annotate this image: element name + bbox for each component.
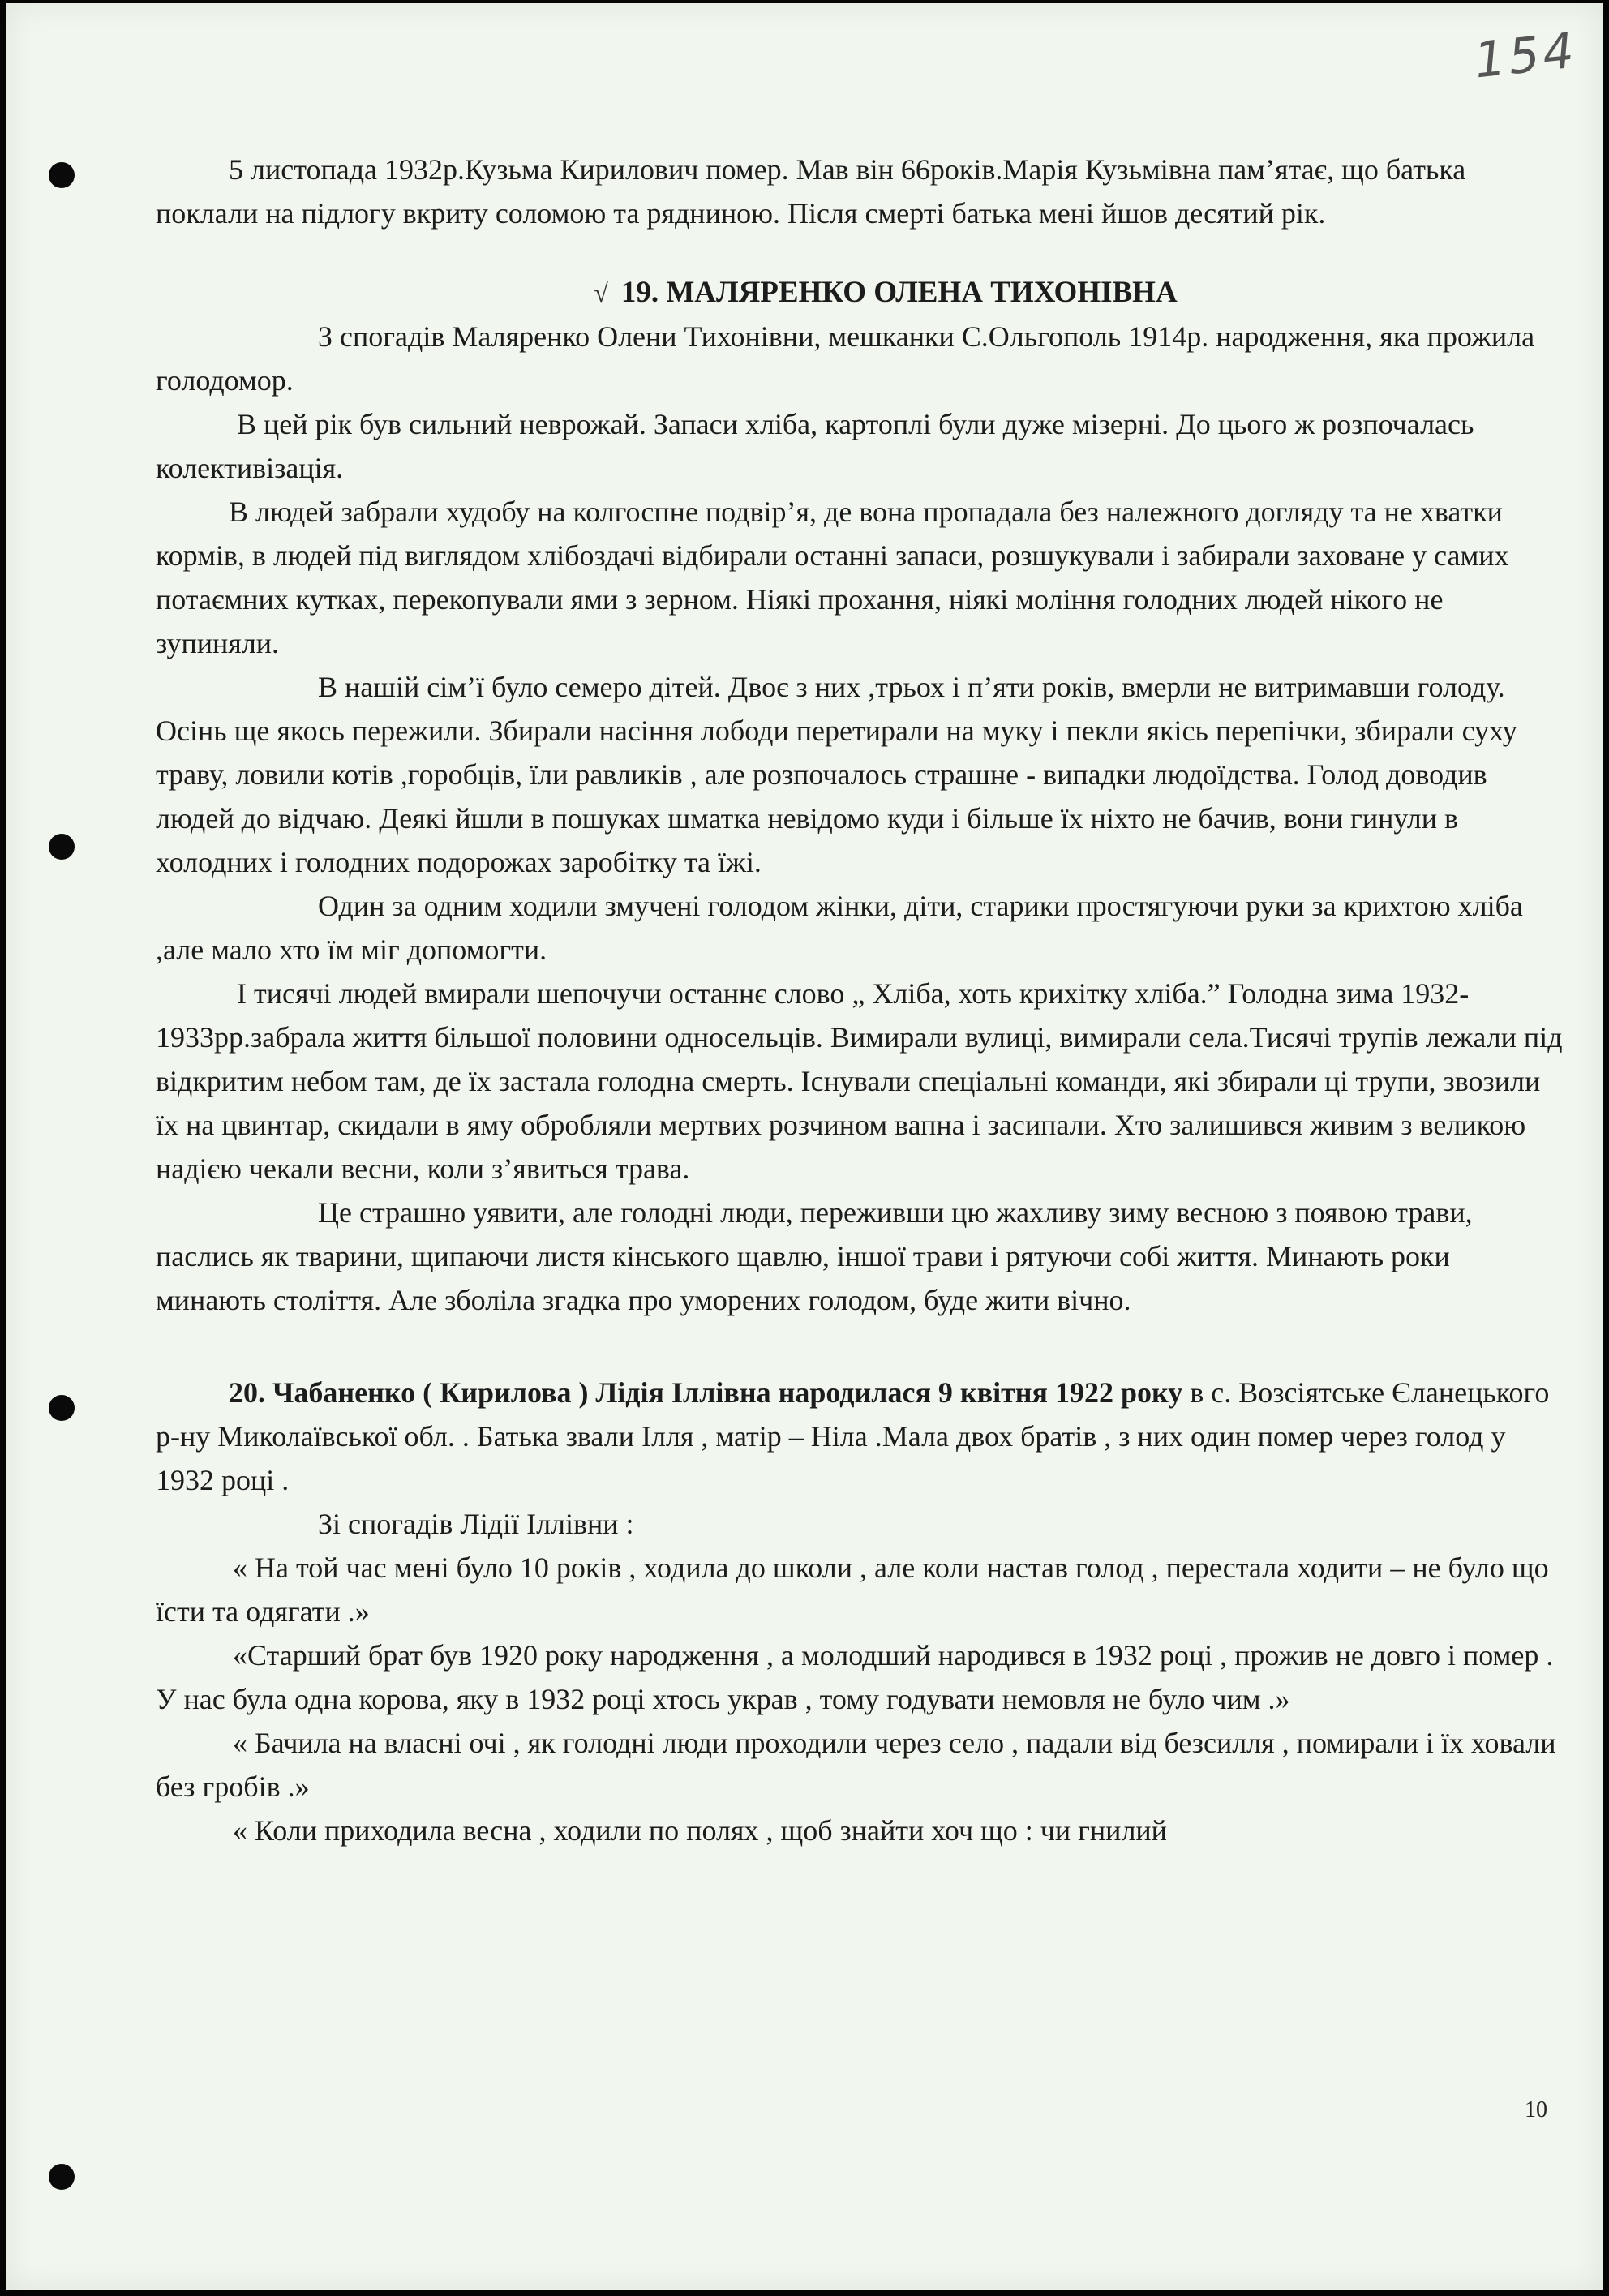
section-19-paragraph: В людей забрали худобу на колгоспне подвір’я, де вона пропадала без належного догляду та не хватки кормів, в людей під виглядом хлібоздачі відбирали останні запаси, розшукували і забирали заховане у самих потаємних кутках, перекопували ями з зерном. Ніякі прохання, ніякі моління голодних людей нікого не зупиняли. bbox=[156, 496, 1509, 659]
punch-hole bbox=[49, 834, 75, 860]
section-20-heading-bold: 20. Чабаненко ( Кирилова ) Лідія Іллівна народилася 9 квітня 1922 року bbox=[229, 1376, 1183, 1409]
document-body bbox=[156, 148, 1567, 1852]
punch-hole bbox=[49, 162, 75, 188]
section-20-heading bbox=[156, 1371, 1567, 1502]
document-page bbox=[6, 3, 1603, 2290]
section-20-quote: «Старший брат був 1920 року народження , а молодший народився в 1932 році , прожив не довго і помер . У нас була одна корова, яку в 1932 році хтось украв , тому годувати немовля не було чим .» bbox=[156, 1639, 1554, 1715]
handwritten-folio-number: 154 bbox=[1471, 22, 1580, 90]
section-19-paragraph: З спогадів Маляренко Олени Тихонівни, мешканки С.Ольгополь 1914р. народження, яка прожила голодомор. bbox=[156, 320, 1535, 397]
page-number: 10 bbox=[1525, 2097, 1547, 2122]
section-19-heading bbox=[156, 271, 1567, 315]
section-20-quote: « Бачила на власні очі , як голодні люди проходили через село , падали від безсилля , помирали і їх ховали без гробів .» bbox=[156, 1727, 1556, 1803]
section-20-intro: Зі спогадів Лідії Іллівни : bbox=[318, 1508, 634, 1540]
section-20-quote: « Коли приходила весна , ходили по полях , щоб знайти хоч що : чи гнилий bbox=[233, 1814, 1167, 1847]
punch-hole bbox=[49, 1395, 75, 1421]
punch-hole bbox=[49, 2164, 75, 2190]
section-19-paragraph: Один за одним ходили змучені голодом жінки, діти, старики простягуючи руки за крихтою хліба ,але мало хто їм міг допомогти. bbox=[156, 890, 1523, 966]
section-19-paragraph: І тисячі людей вмирали шепочучи останнє слово „ Хліба, хоть крихітку хліба.” Голодна зима 1932-1933рр.забрала життя більшої половини односельців. Вимирали вулиці, вимирали села.Тисячі трупів лежали під відкритим небом там, де їх застала голодна смерть. Існували спеціальні команди, які збирали ці трупи, звозили їх на цвинтар, скидали в яму обробляли мертвих розчином вапна і засипали. Хто залишився живим з великою надією чекали весни, коли з’явиться трава. bbox=[156, 977, 1563, 1185]
section-20-heading-rest: в с. Возсіятське Єланецького р-ну Миколаївської обл. . Батька звали Ілля , матір – Ніла .Мала двох братів , з них один помер через голод у 1932 році . bbox=[156, 1376, 1550, 1496]
check-mark: √ bbox=[594, 278, 608, 307]
section-19-paragraph: В цей рік був сильний неврожай. Запаси хліба, картоплі були дуже мізерні. До цього ж розпочалась колективізація. bbox=[156, 408, 1474, 484]
continuation-paragraph: 5 листопада 1932р.Кузьма Кирилович помер. Мав він 66років.Марія Кузьмівна пам’ятає, що батька поклали на підлогу вкриту соломою та рядниною. Після смерті батька мені йшов десятий рік. bbox=[156, 153, 1466, 230]
section-19-paragraph: В нашій сім’ї було семеро дітей. Двоє з них ,трьох і п’яти років, вмерли не витримавши голоду. Осінь ще якось пережили. Збирали насіння лободи перетирали на муку і пекли якісь перепічки, збирали суху траву, ловили котів ,горобців, їли равликів , але розпочалось страшне - випадки людоїдства. Голод доводив людей до відчаю. Деякі йшли в пошуках шматка невідомо куди і більше їх ніхто не бачив, вони гинули в холодних і голодних подорожах заробітку та їжі. bbox=[156, 671, 1517, 878]
section-20-quote: « На той час мені було 10 років , ходила до школи , але коли настав голод , перестала ходити – не було що їсти та одягати .» bbox=[156, 1551, 1549, 1628]
section-19-title: 19. МАЛЯРЕНКО ОЛЕНА ТИХОНІВНА bbox=[620, 276, 1178, 309]
section-19-paragraph: Це страшно уявити, але голодні люди, переживши цю жахливу зиму весною з появою трави, паслись як тварини, щипаючи листя кінського щавлю, іншої трави і рятуючи собі життя. Минають роки минають століття. Але зболіла згадка про уморених голодом, буде жити вічно. bbox=[156, 1196, 1473, 1316]
